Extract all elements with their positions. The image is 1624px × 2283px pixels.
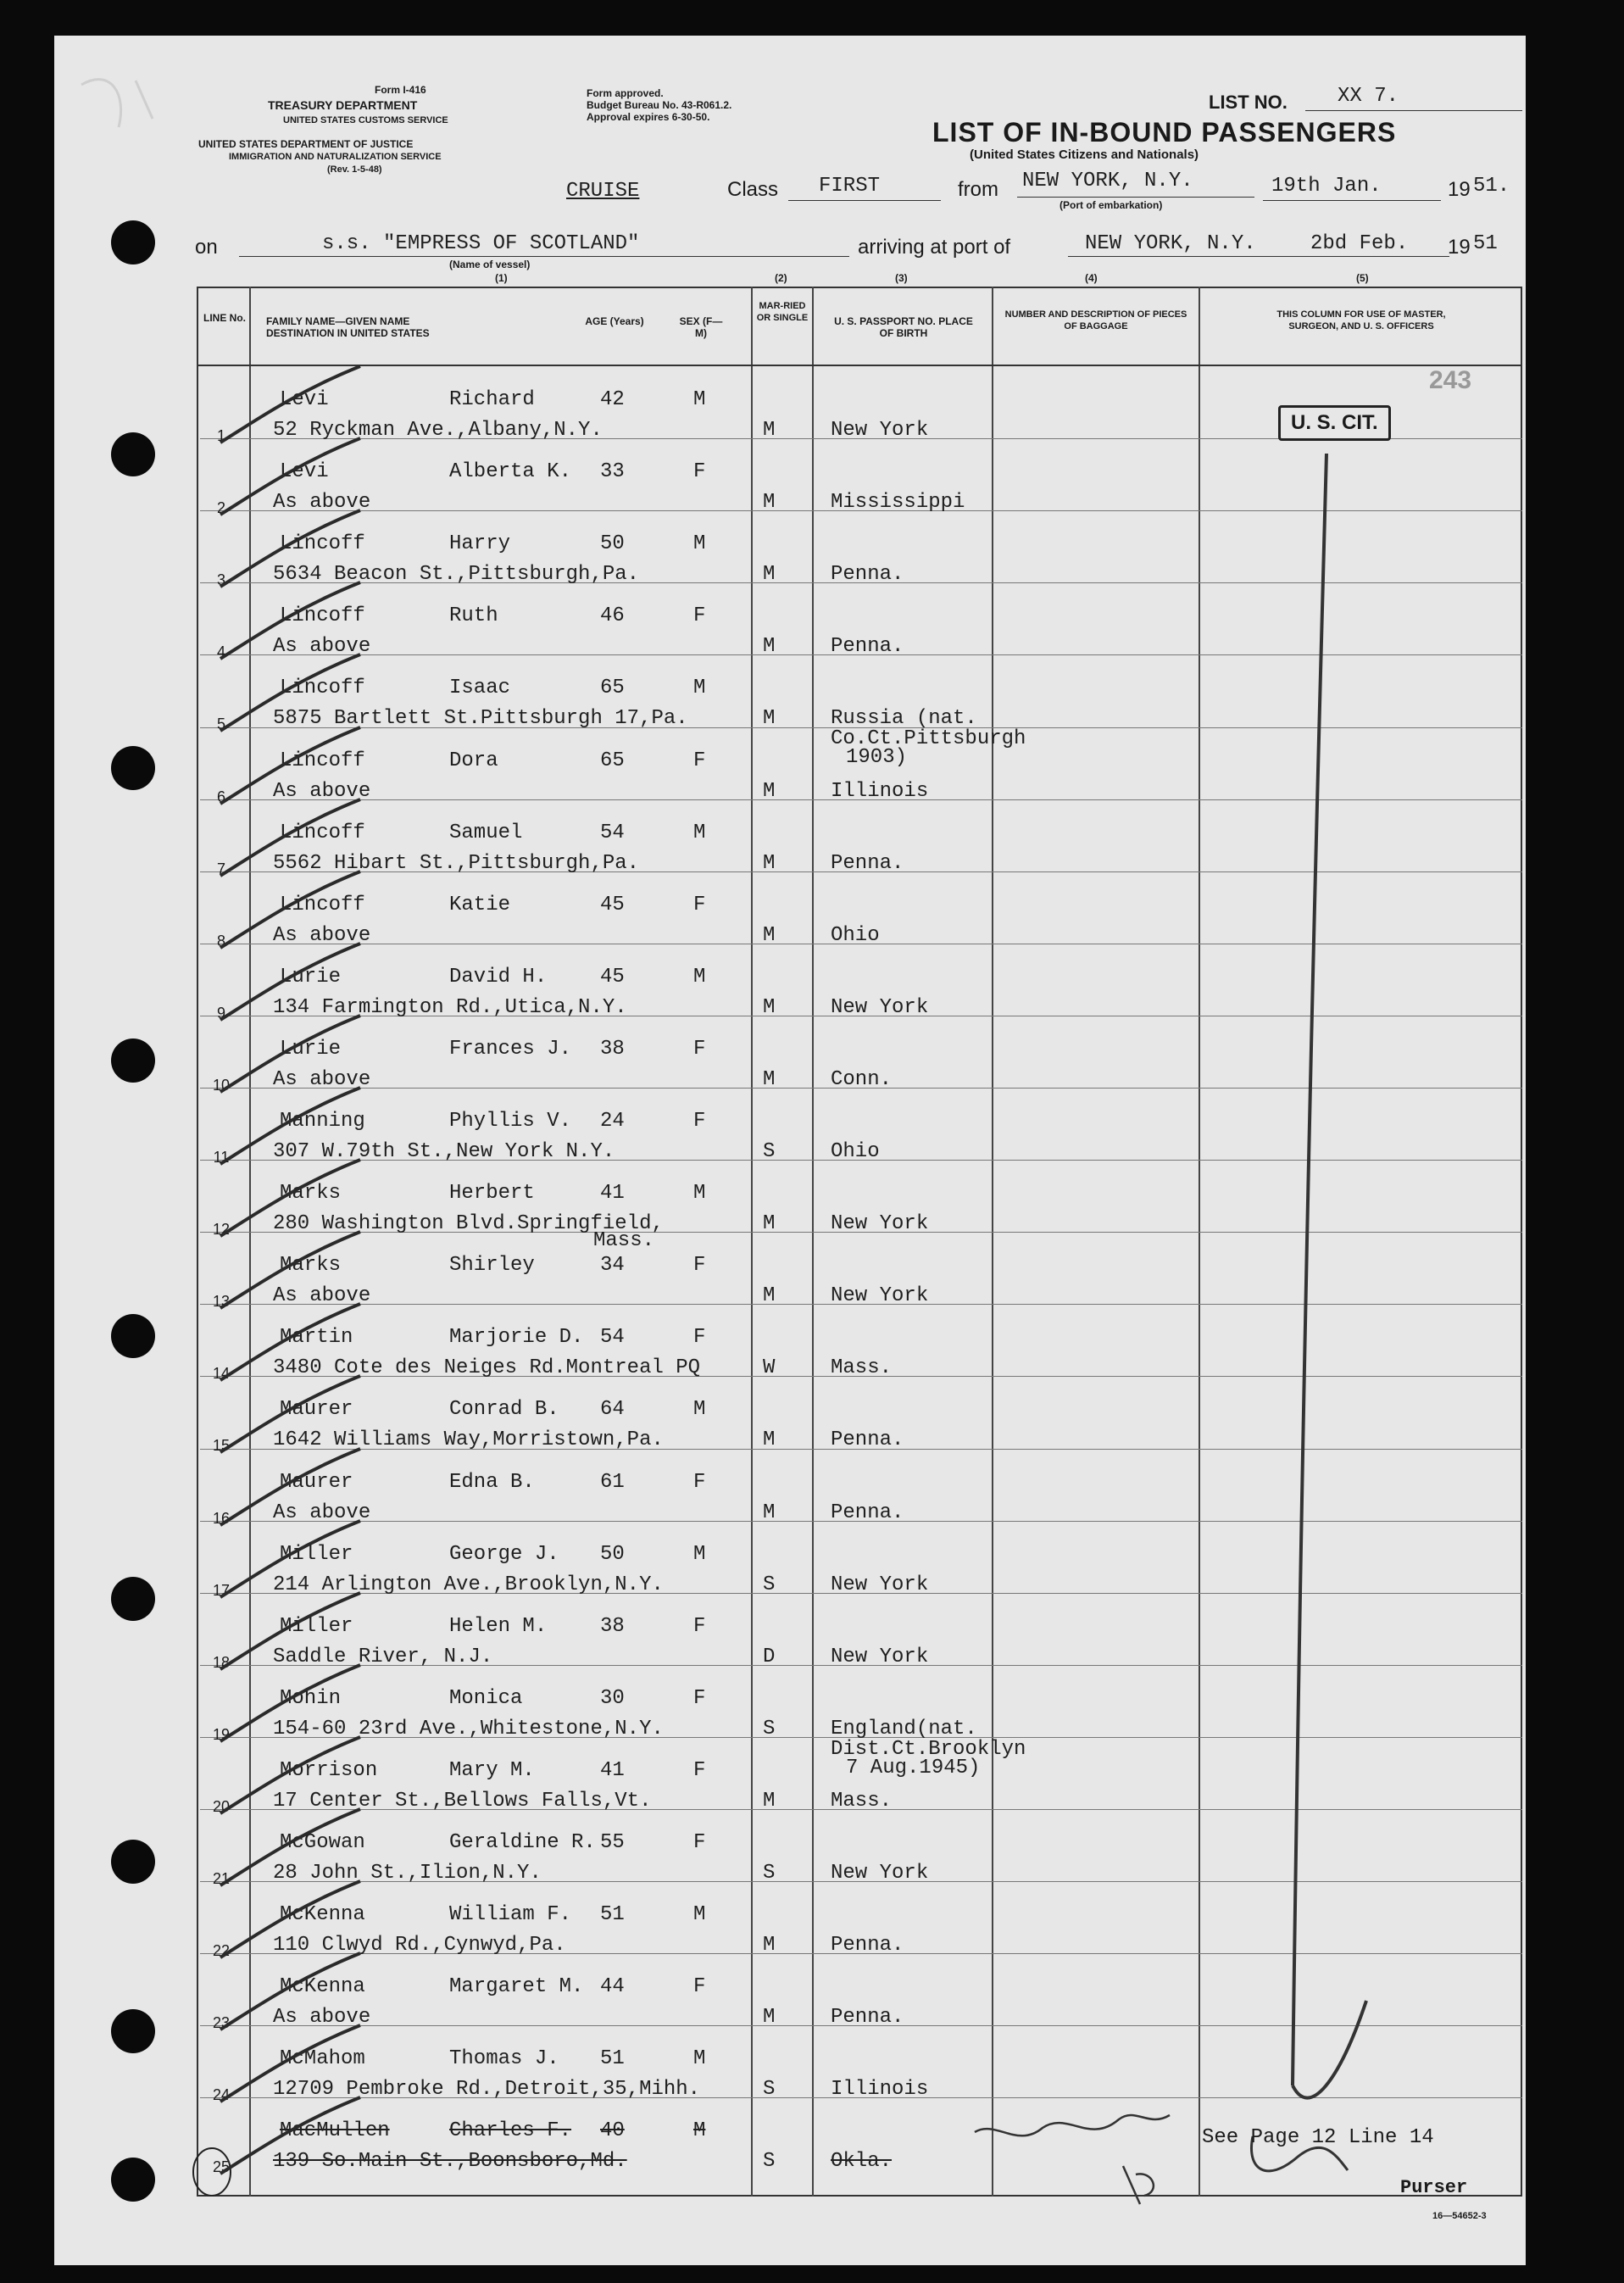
age: 51 bbox=[600, 2047, 625, 2071]
place-of-birth: New York bbox=[831, 1862, 929, 1885]
given-name: Herbert bbox=[449, 1182, 535, 1206]
age: 41 bbox=[600, 1758, 625, 1782]
family-name: Lincoff bbox=[280, 677, 365, 700]
place-of-birth: Penna. bbox=[831, 1428, 904, 1452]
marital-status: M bbox=[763, 995, 776, 1019]
line-number: 11 bbox=[213, 1149, 230, 1166]
ins-service: IMMIGRATION AND NATURALIZATION SERVICE bbox=[229, 152, 442, 162]
line-number: 13 bbox=[212, 1293, 231, 1311]
line-number: 19 bbox=[212, 1725, 231, 1743]
sex: M bbox=[693, 1182, 706, 1206]
address: 307 W.79th St.,New York N.Y. bbox=[273, 1140, 615, 1163]
family-name: Marks bbox=[280, 1254, 342, 1278]
line-number: 10 bbox=[212, 1076, 231, 1094]
family-name: Miller bbox=[280, 1614, 353, 1638]
given-name: Monica bbox=[449, 1686, 523, 1710]
port-of-embarkation-caption: (Port of embarkation) bbox=[1059, 199, 1163, 211]
given-name: Margaret M. bbox=[449, 1975, 584, 1999]
age: 42 bbox=[600, 388, 625, 411]
col-num-3: (3) bbox=[895, 272, 908, 284]
marital-status: M bbox=[763, 635, 776, 659]
sex: M bbox=[693, 965, 706, 988]
place-of-birth: New York bbox=[831, 419, 929, 442]
family-name: Martin bbox=[280, 1326, 353, 1350]
age: 51 bbox=[600, 1903, 625, 1927]
header-line-no: LINE No. bbox=[203, 312, 246, 324]
family-name: Lurie bbox=[280, 1037, 342, 1061]
arrival-date: 2bd Feb. bbox=[1310, 232, 1409, 255]
family-name: Levi bbox=[280, 460, 329, 484]
age: 55 bbox=[600, 1831, 625, 1854]
marital-status: M bbox=[763, 1428, 776, 1452]
age: 61 bbox=[600, 1470, 625, 1494]
form-code: 16—54652-3 bbox=[1432, 2211, 1487, 2221]
address-continued: Mass. bbox=[593, 1229, 655, 1253]
place-of-birth: Illinois bbox=[831, 2078, 929, 2102]
given-name: Mary M. bbox=[449, 1758, 535, 1782]
sex: M bbox=[693, 1398, 706, 1422]
place-of-birth: Mississippi bbox=[831, 491, 965, 515]
line-number: 24 bbox=[212, 2086, 231, 2104]
address: As above bbox=[273, 2006, 371, 2030]
approval-expires: Approval expires 6-30-50. bbox=[587, 111, 710, 123]
sex: F bbox=[693, 1758, 706, 1782]
treasury-department: TREASURY DEPARTMENT bbox=[268, 98, 418, 112]
sex: M bbox=[693, 2047, 706, 2071]
sex: M bbox=[693, 532, 706, 556]
family-name: MacMullen bbox=[280, 2119, 390, 2143]
place-of-birth-line3: 7 Aug.1945) bbox=[846, 1756, 981, 1779]
sex: F bbox=[693, 1686, 706, 1710]
line-number: 25 bbox=[212, 2158, 231, 2176]
budget-bureau: Budget Bureau No. 43-R061.2. bbox=[587, 99, 732, 111]
line-number: 6 bbox=[216, 788, 225, 805]
marital-status: M bbox=[763, 2006, 776, 2030]
age: 30 bbox=[600, 1686, 625, 1710]
marital-status: M bbox=[763, 419, 776, 442]
age: 54 bbox=[600, 821, 625, 844]
marital-status: S bbox=[763, 1573, 776, 1596]
revision: (Rev. 1-5-48) bbox=[327, 164, 382, 175]
from-label: from bbox=[958, 178, 998, 201]
page-mark: 243 bbox=[1429, 366, 1472, 394]
address: 139 So.Main St.,Boonsboro,Md. bbox=[273, 2150, 627, 2174]
address: 280 Washington Blvd.Springfield, bbox=[273, 1212, 664, 1236]
line-number: 2 bbox=[216, 499, 225, 517]
place-of-birth: New York bbox=[831, 1212, 929, 1236]
given-name: Shirley bbox=[449, 1254, 535, 1278]
marital-status: M bbox=[763, 1501, 776, 1524]
departure-date: 19th Jan. bbox=[1271, 175, 1382, 198]
marital-status: M bbox=[763, 563, 776, 587]
place-of-birth: Penna. bbox=[831, 2006, 904, 2030]
marital-status: S bbox=[763, 2078, 776, 2102]
family-name: Lincoff bbox=[280, 893, 365, 916]
family-name: McKenna bbox=[280, 1975, 365, 1999]
place-of-birth: Penna. bbox=[831, 635, 904, 659]
list-no-label: LIST NO. bbox=[1209, 92, 1288, 113]
family-name: Marks bbox=[280, 1182, 342, 1206]
age: 54 bbox=[600, 1326, 625, 1350]
given-name: Edna B. bbox=[449, 1470, 535, 1494]
address: 17 Center St.,Bellows Falls,Vt. bbox=[273, 1789, 652, 1812]
line-number: 18 bbox=[212, 1653, 231, 1671]
age: 64 bbox=[600, 1398, 625, 1422]
given-name: Samuel bbox=[449, 821, 523, 844]
family-name: Lincoff bbox=[280, 604, 365, 628]
sex: M bbox=[693, 677, 706, 700]
line-number: 15 bbox=[212, 1437, 231, 1455]
see-page-note: See Page 12 Line 14 bbox=[1202, 2126, 1434, 2149]
col-num-5: (5) bbox=[1356, 272, 1369, 284]
sex: M bbox=[693, 1542, 706, 1566]
header-passport: U. S. PASSPORT NO. PLACE OF BIRTH bbox=[834, 315, 973, 339]
sex: F bbox=[693, 1037, 706, 1061]
sex: F bbox=[693, 749, 706, 772]
address: 214 Arlington Ave.,Brooklyn,N.Y. bbox=[273, 1573, 664, 1596]
given-name: Ruth bbox=[449, 604, 498, 628]
sex: M bbox=[693, 1903, 706, 1927]
departure-year-prefix: 19 bbox=[1448, 178, 1471, 201]
marital-status: M bbox=[763, 1212, 776, 1236]
arrival-port: NEW YORK, N.Y. bbox=[1085, 232, 1256, 255]
place-of-birth: Illinois bbox=[831, 779, 929, 803]
line-number: 3 bbox=[216, 571, 225, 589]
place-of-birth: Mass. bbox=[831, 1789, 893, 1812]
form-number: Form I-416 bbox=[375, 84, 426, 96]
from-value: NEW YORK, N.Y. bbox=[1022, 170, 1193, 192]
departure-year: 51. bbox=[1473, 175, 1510, 198]
age: 38 bbox=[600, 1037, 625, 1061]
given-name: George J. bbox=[449, 1542, 559, 1566]
given-name: Frances J. bbox=[449, 1037, 572, 1061]
family-name: Levi bbox=[280, 388, 329, 411]
marital-status: S bbox=[763, 1717, 776, 1740]
given-name: Charles F. bbox=[449, 2119, 572, 2143]
col-num-2: (2) bbox=[775, 272, 787, 284]
given-name: Dora bbox=[449, 749, 498, 772]
address: 1642 Williams Way,Morristown,Pa. bbox=[273, 1428, 664, 1452]
cruise-label: CRUISE bbox=[566, 180, 640, 203]
sex: F bbox=[693, 1110, 706, 1133]
age: 34 bbox=[600, 1254, 625, 1278]
family-name: Lincoff bbox=[280, 749, 365, 772]
header-name: FAMILY NAME—GIVEN NAME bbox=[266, 315, 410, 327]
place-of-birth: New York bbox=[831, 1284, 929, 1308]
place-of-birth: Penna. bbox=[831, 1934, 904, 1957]
family-name: Manning bbox=[280, 1110, 365, 1133]
address: As above bbox=[273, 491, 371, 515]
place-of-birth: Penna. bbox=[831, 851, 904, 875]
place-of-birth-line2: Dist.Ct.Brooklyn bbox=[831, 1737, 1026, 1761]
place-of-birth: Penna. bbox=[831, 563, 904, 587]
sex: F bbox=[693, 1254, 706, 1278]
family-name: McMahom bbox=[280, 2047, 365, 2071]
place-of-birth-line2: Co.Ct.Pittsburgh bbox=[831, 727, 1026, 751]
place-of-birth: New York bbox=[831, 995, 929, 1019]
age: 50 bbox=[600, 1542, 625, 1566]
address: As above bbox=[273, 1501, 371, 1524]
given-name: Katie bbox=[449, 893, 511, 916]
given-name: Geraldine R. bbox=[449, 1831, 596, 1854]
address: 12709 Pembroke Rd.,Detroit,35,Mihh. bbox=[273, 2078, 701, 2102]
marital-status: S bbox=[763, 2150, 776, 2174]
sex: M bbox=[693, 821, 706, 844]
age: 24 bbox=[600, 1110, 625, 1133]
address: 5562 Hibart St.,Pittsburgh,Pa. bbox=[273, 851, 640, 875]
address: 52 Ryckman Ave.,Albany,N.Y. bbox=[273, 419, 603, 442]
age: 33 bbox=[600, 460, 625, 484]
place-of-birth: Okla. bbox=[831, 2150, 893, 2174]
place-of-birth: Ohio bbox=[831, 923, 880, 947]
address: As above bbox=[273, 1067, 371, 1091]
place-of-birth-line3: 1903) bbox=[846, 746, 908, 770]
col-num-1: (1) bbox=[495, 272, 508, 284]
address: 134 Farmington Rd.,Utica,N.Y. bbox=[273, 995, 627, 1019]
given-name: Marjorie D. bbox=[449, 1326, 584, 1350]
arrival-year: 51 bbox=[1473, 232, 1498, 255]
family-name: Maurer bbox=[280, 1470, 353, 1494]
vessel-caption: (Name of vessel) bbox=[449, 259, 531, 270]
sex: F bbox=[693, 1831, 706, 1854]
given-name: William F. bbox=[449, 1903, 572, 1927]
age: 46 bbox=[600, 604, 625, 628]
place-of-birth: New York bbox=[831, 1573, 929, 1596]
age: 44 bbox=[600, 1975, 625, 1999]
place-of-birth: England(nat. bbox=[831, 1717, 977, 1740]
family-name: Lurie bbox=[280, 965, 342, 988]
class-value: FIRST bbox=[819, 175, 881, 198]
sex: M bbox=[693, 388, 706, 411]
purser-label: Purser bbox=[1400, 2177, 1468, 2198]
marital-status: M bbox=[763, 1789, 776, 1812]
on-label: on bbox=[195, 236, 218, 259]
family-name: Lincoff bbox=[280, 821, 365, 844]
form-title: LIST OF IN-BOUND PASSENGERS bbox=[932, 117, 1397, 148]
address: 28 John St.,Ilion,N.Y. bbox=[273, 1862, 542, 1885]
place-of-birth: Mass. bbox=[831, 1356, 893, 1380]
given-name: Isaac bbox=[449, 677, 511, 700]
sex: F bbox=[693, 460, 706, 484]
line-number: 4 bbox=[216, 643, 225, 661]
col-num-4: (4) bbox=[1085, 272, 1098, 284]
age: 65 bbox=[600, 749, 625, 772]
family-name: Miller bbox=[280, 1542, 353, 1566]
address: 5634 Beacon St.,Pittsburgh,Pa. bbox=[273, 563, 640, 587]
marital-status: M bbox=[763, 491, 776, 515]
line-number: 17 bbox=[212, 1581, 231, 1599]
given-name: Alberta K. bbox=[449, 460, 572, 484]
given-name: Helen M. bbox=[449, 1614, 548, 1638]
class-label: Class bbox=[727, 178, 779, 201]
address: As above bbox=[273, 779, 371, 803]
line-number: 20 bbox=[212, 1797, 231, 1815]
marital-status: M bbox=[763, 707, 776, 731]
sex: F bbox=[693, 604, 706, 628]
check-mark bbox=[203, 2093, 373, 2186]
age: 65 bbox=[600, 677, 625, 700]
address: As above bbox=[273, 635, 371, 659]
family-name: Morrison bbox=[280, 1758, 378, 1782]
address: 5875 Bartlett St.Pittsburgh 17,Pa. bbox=[273, 707, 688, 731]
header-baggage: NUMBER AND DESCRIPTION OF PIECES OF BAGGAGE bbox=[1004, 309, 1187, 331]
family-name: Mohin bbox=[280, 1686, 342, 1710]
line-number: 7 bbox=[216, 860, 225, 877]
sex: F bbox=[693, 893, 706, 916]
sex: F bbox=[693, 1975, 706, 1999]
address: As above bbox=[273, 923, 371, 947]
line-number: 21 bbox=[212, 1870, 231, 1887]
age: 45 bbox=[600, 965, 625, 988]
us-citizen-stamp: U. S. CIT. bbox=[1278, 405, 1391, 441]
header-destination: DESTINATION IN UNITED STATES bbox=[266, 327, 430, 339]
header-age: AGE (Years) bbox=[585, 315, 644, 327]
family-name: McKenna bbox=[280, 1903, 365, 1927]
family-name: Lincoff bbox=[280, 532, 365, 556]
line-number: 23 bbox=[212, 2014, 231, 2032]
given-name: Harry bbox=[449, 532, 511, 556]
age: 45 bbox=[600, 893, 625, 916]
sex: F bbox=[693, 1326, 706, 1350]
marital-status: W bbox=[763, 1356, 776, 1380]
marital-status: M bbox=[763, 1067, 776, 1091]
line-number: 5 bbox=[216, 716, 225, 733]
sex: F bbox=[693, 1470, 706, 1494]
line-number: 1 bbox=[216, 427, 225, 444]
given-name: Phyllis V. bbox=[449, 1110, 572, 1133]
marital-status: M bbox=[763, 779, 776, 803]
vessel-name: s.s. "EMPRESS OF SCOTLAND" bbox=[322, 232, 640, 255]
customs-service: UNITED STATES CUSTOMS SERVICE bbox=[283, 115, 448, 125]
sex: F bbox=[693, 1614, 706, 1638]
family-name: Maurer bbox=[280, 1398, 353, 1422]
line-number: 22 bbox=[212, 1942, 231, 1960]
age: 38 bbox=[600, 1614, 625, 1638]
arrival-year-prefix: 19 bbox=[1448, 236, 1471, 259]
header-officers: THIS COLUMN FOR USE OF MASTER, SURGEON, AND U. S. OFFICERS bbox=[1276, 309, 1446, 331]
address: 154-60 23rd Ave.,Whitestone,N.Y. bbox=[273, 1717, 664, 1740]
department-of-justice: UNITED STATES DEPARTMENT OF JUSTICE bbox=[198, 138, 414, 150]
address: Saddle River, N.J. bbox=[273, 1645, 493, 1668]
marital-status: D bbox=[763, 1645, 776, 1668]
marital-status: S bbox=[763, 1862, 776, 1885]
marital-status: M bbox=[763, 1934, 776, 1957]
form-approved: Form approved. bbox=[587, 87, 664, 99]
age: 40 bbox=[600, 2119, 625, 2143]
list-no-value: XX 7. bbox=[1338, 85, 1399, 108]
arriving-label: arriving at port of bbox=[858, 236, 1011, 259]
given-name: David H. bbox=[449, 965, 548, 988]
header-sex: SEX (F—M) bbox=[679, 315, 723, 339]
sex: M bbox=[693, 2119, 706, 2143]
line-number: 9 bbox=[216, 1004, 225, 1022]
marital-status: S bbox=[763, 1140, 776, 1163]
form-subtitle: (United States Citizens and Nationals) bbox=[970, 148, 1199, 162]
line-number: 12 bbox=[212, 1221, 231, 1239]
place-of-birth: Conn. bbox=[831, 1067, 893, 1091]
header-married: MAR-RIED OR SINGLE bbox=[756, 301, 809, 323]
given-name: Thomas J. bbox=[449, 2047, 559, 2071]
place-of-birth: Russia (nat. bbox=[831, 707, 977, 731]
line-number: 8 bbox=[216, 932, 225, 949]
place-of-birth: New York bbox=[831, 1645, 929, 1668]
address: 110 Clwyd Rd.,Cynwyd,Pa. bbox=[273, 1934, 566, 1957]
address: 3480 Cote des Neiges Rd.Montreal PQ bbox=[273, 1356, 701, 1380]
given-name: Conrad B. bbox=[449, 1398, 559, 1422]
marital-status: M bbox=[763, 851, 776, 875]
place-of-birth: Penna. bbox=[831, 1501, 904, 1524]
family-name: McGowan bbox=[280, 1831, 365, 1854]
age: 41 bbox=[600, 1182, 625, 1206]
marital-status: M bbox=[763, 1284, 776, 1308]
place-of-birth: Ohio bbox=[831, 1140, 880, 1163]
marital-status: M bbox=[763, 923, 776, 947]
line-number: 16 bbox=[212, 1509, 231, 1527]
line-number: 14 bbox=[212, 1365, 231, 1383]
given-name: Richard bbox=[449, 388, 535, 411]
age: 50 bbox=[600, 532, 625, 556]
address: As above bbox=[273, 1284, 371, 1308]
